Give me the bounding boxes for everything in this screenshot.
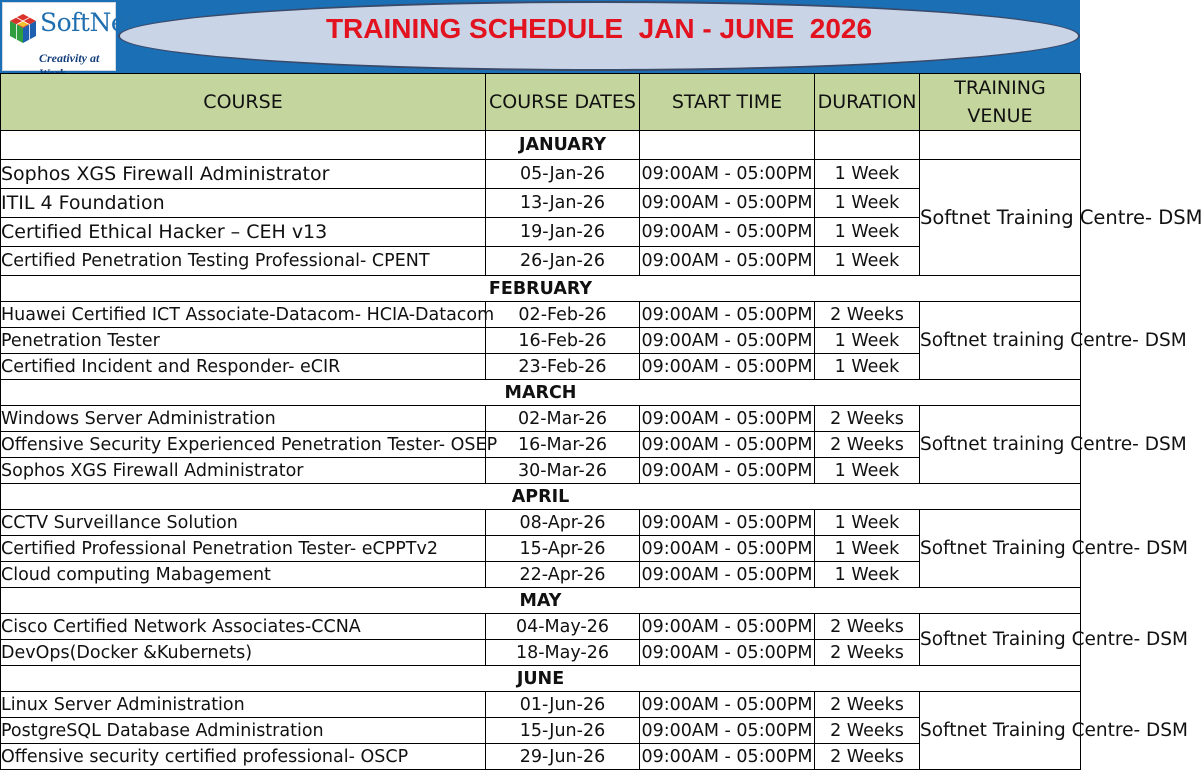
column-header-venue: TRAINING VENUE	[920, 74, 1081, 131]
month-row	[1, 588, 1081, 614]
course-date: 26-Jan-26	[486, 247, 640, 276]
table-row	[1, 218, 1081, 247]
course-date: 13-Jan-26	[486, 189, 640, 218]
duration: 1 Week	[815, 328, 920, 354]
table-row	[1, 247, 1081, 276]
start-time: 09:00AM - 05:00PM	[640, 458, 815, 484]
course-date: 02-Feb-26	[486, 302, 640, 328]
course-name: Cloud computing Mabagement	[1, 562, 486, 588]
start-time: 09:00AM - 05:00PM	[640, 302, 815, 328]
course-name: Certified Penetration Testing Professional- CPENT	[1, 247, 486, 276]
course-date: 22-Apr-26	[486, 562, 640, 588]
duration: 2 Weeks	[815, 432, 920, 458]
course-date: 15-Apr-26	[486, 536, 640, 562]
course-name: Huawei Certified ICT Associate-Datacom- HCIA-Datacom	[1, 302, 486, 328]
start-time: 09:00AM - 05:00PM	[640, 189, 815, 218]
duration: 2 Weeks	[815, 406, 920, 432]
course-date: 05-Jan-26	[486, 160, 640, 189]
table-row	[1, 354, 1081, 380]
table-row	[1, 510, 1081, 536]
training-venue: Softnet Training Centre- DSM	[920, 510, 1081, 588]
course-date: 15-Jun-26	[486, 718, 640, 744]
table-row	[1, 744, 1081, 770]
duration: 1 Week	[815, 189, 920, 218]
column-header-duration: DURATION	[815, 74, 920, 131]
table-row	[1, 718, 1081, 744]
table-row	[1, 458, 1081, 484]
softnet-logo	[2, 2, 135, 71]
course-date: 23-Feb-26	[486, 354, 640, 380]
month-row	[1, 484, 1081, 510]
course-date: 08-Apr-26	[486, 510, 640, 536]
start-time: 09:00AM - 05:00PM	[640, 406, 815, 432]
training-venue: Softnet training Centre- DSM	[920, 406, 1081, 484]
table-row	[1, 432, 1081, 458]
training-venue: Softnet training Centre- DSM	[920, 302, 1081, 380]
duration: 1 Week	[815, 562, 920, 588]
duration: 1 Week	[815, 354, 920, 380]
duration: 2 Weeks	[815, 744, 920, 770]
duration: 1 Week	[815, 536, 920, 562]
month-row	[1, 276, 1081, 302]
start-time: 09:00AM - 05:00PM	[640, 432, 815, 458]
course-date: 19-Jan-26	[486, 218, 640, 247]
table-header-row	[1, 74, 1081, 131]
start-time: 09:00AM - 05:00PM	[640, 692, 815, 718]
course-name: DevOps(Docker &Kubernets)	[1, 640, 486, 666]
start-time: 09:00AM - 05:00PM	[640, 562, 815, 588]
duration: 2 Weeks	[815, 302, 920, 328]
month-label: JANUARY	[486, 131, 640, 160]
training-schedule-table	[0, 73, 1202, 770]
table-row	[1, 302, 1081, 328]
start-time: 09:00AM - 05:00PM	[640, 510, 815, 536]
start-time: 09:00AM - 05:00PM	[640, 744, 815, 770]
course-name: Certified Ethical Hacker – CEH v13	[1, 218, 486, 247]
table-row	[1, 406, 1081, 432]
course-name: CCTV Surveillance Solution	[1, 510, 486, 536]
month-label: APRIL	[1, 484, 1081, 510]
course-date: 01-Jun-26	[486, 692, 640, 718]
training-venue: Softnet Training Centre- DSM	[920, 614, 1081, 666]
course-name: Sophos XGS Firewall Administrator	[1, 160, 486, 189]
course-name: Sophos XGS Firewall Administrator	[1, 458, 486, 484]
start-time: 09:00AM - 05:00PM	[640, 354, 815, 380]
duration: 1 Week	[815, 247, 920, 276]
course-name: Certified Professional Penetration Tester- eCPPTv2	[1, 536, 486, 562]
table-row	[1, 640, 1081, 666]
duration: 1 Week	[815, 458, 920, 484]
course-name: Linux Server Administration	[1, 692, 486, 718]
table-row	[1, 160, 1081, 189]
column-header-start-time: START TIME	[640, 74, 815, 131]
course-name: Windows Server Administration	[1, 406, 486, 432]
table-row	[1, 328, 1081, 354]
course-date: 02-Mar-26	[486, 406, 640, 432]
cube-logo-icon	[6, 12, 40, 46]
table-row	[1, 189, 1081, 218]
start-time: 09:00AM - 05:00PM	[640, 718, 815, 744]
training-venue: Softnet Training Centre- DSM	[920, 160, 1081, 276]
table-row	[1, 614, 1081, 640]
month-spacer	[920, 131, 1081, 160]
course-name: ITIL 4 Foundation	[1, 189, 486, 218]
course-date: 18-May-26	[486, 640, 640, 666]
course-name: Cisco Certified Network Associates-CCNA	[1, 614, 486, 640]
month-spacer	[1, 131, 486, 160]
month-row	[1, 131, 1081, 160]
table-row	[1, 692, 1081, 718]
logo-brand-text: SoftNet	[40, 8, 135, 37]
duration: 2 Weeks	[815, 692, 920, 718]
start-time: 09:00AM - 05:00PM	[640, 328, 815, 354]
course-date: 04-May-26	[486, 614, 640, 640]
logo-tagline: Creativity at	[39, 51, 100, 65]
course-name: Penetration Tester	[1, 328, 486, 354]
duration: 1 Week	[815, 160, 920, 189]
table-row	[1, 562, 1081, 588]
start-time: 09:00AM - 05:00PM	[640, 247, 815, 276]
course-name: Certified Incident and Responder- eCIR	[1, 354, 486, 380]
start-time: 09:00AM - 05:00PM	[640, 218, 815, 247]
duration: 1 Week	[815, 510, 920, 536]
month-label: JUNE	[1, 666, 1081, 692]
month-row	[1, 666, 1081, 692]
start-time: 09:00AM - 05:00PM	[640, 536, 815, 562]
duration: 2 Weeks	[815, 640, 920, 666]
duration: 1 Week	[815, 218, 920, 247]
page-title: TRAINING SCHEDULE JAN - JUNE 2026	[325, 13, 873, 44]
course-name: Offensive Security Experienced Penetration Tester- OSEP	[1, 432, 486, 458]
course-name: PostgreSQL Database Administration	[1, 718, 486, 744]
column-header-course: COURSE	[1, 74, 486, 131]
table-row	[1, 536, 1081, 562]
month-label: MARCH	[1, 380, 1081, 406]
start-time: 09:00AM - 05:00PM	[640, 160, 815, 189]
start-time: 09:00AM - 05:00PM	[640, 614, 815, 640]
month-row	[1, 380, 1081, 406]
duration: 2 Weeks	[815, 718, 920, 744]
course-date: 16-Mar-26	[486, 432, 640, 458]
month-spacer	[815, 131, 920, 160]
training-venue: Softnet Training Centre- DSM	[920, 692, 1081, 770]
duration: 2 Weeks	[815, 614, 920, 640]
course-name: Offensive security certified professional- OSCP	[1, 744, 486, 770]
month-spacer	[640, 131, 815, 160]
start-time: 09:00AM - 05:00PM	[640, 640, 815, 666]
course-date: 29-Jun-26	[486, 744, 640, 770]
course-date: 30-Mar-26	[486, 458, 640, 484]
month-label: FEBRUARY	[1, 276, 1081, 302]
column-header-dates: COURSE DATES	[486, 74, 640, 131]
course-date: 16-Feb-26	[486, 328, 640, 354]
month-label: MAY	[1, 588, 1081, 614]
